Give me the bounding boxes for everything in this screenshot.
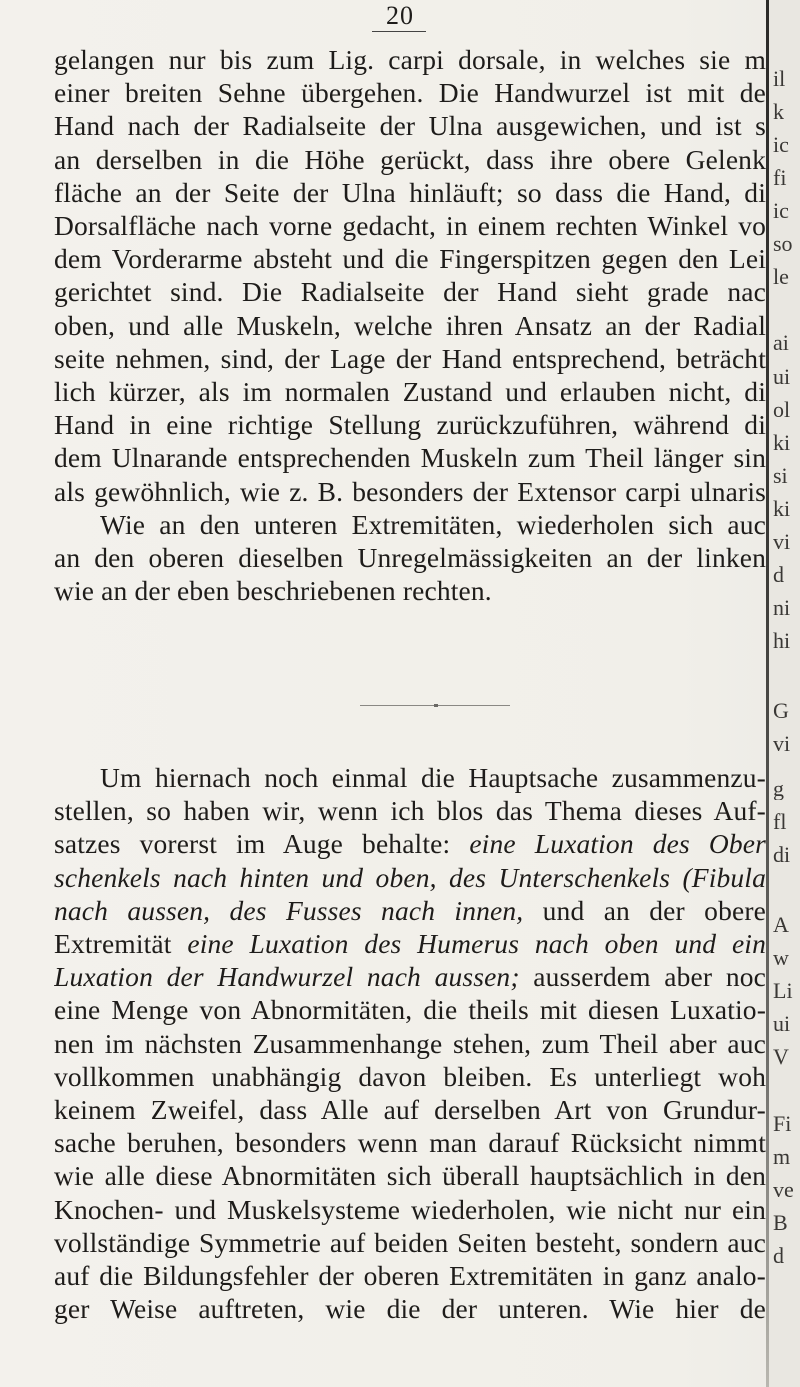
adjacent-page-fragment: ic	[773, 134, 789, 156]
text-line: ger Weise auftreten, wie die der unteren. Wie hier de	[54, 1293, 766, 1325]
text-line	[54, 827, 766, 860]
emphasis-text: schenkels nach hinten und oben, des Unterschenkels (Fibula	[54, 861, 766, 893]
emphasis-text: nach aussen, des Fusses nach innen,	[54, 894, 524, 926]
adjacent-page-fragment: Fi	[773, 1113, 792, 1135]
text-line: sache beruhen, besonders wenn man darauf Rücksicht nimmt	[54, 1127, 766, 1159]
adjacent-page-fragment: ol	[773, 399, 791, 421]
adjacent-page-fragment: m	[773, 1146, 791, 1168]
text-line	[54, 960, 766, 993]
text-line: an derselben in die Höhe gerückt, dass ihre obere Gelenk	[54, 143, 766, 175]
text-line: Hand in eine richtige Stellung zurückzuführen, während di	[54, 409, 766, 441]
text-line: Hand nach der Radialseite der Ulna ausgewichen, und ist s	[54, 110, 766, 142]
text-line: seite nehmen, sind, der Lage der Hand entsprechend, beträcht	[54, 342, 766, 374]
adjacent-page-fragment: ui	[773, 1013, 791, 1035]
adjacent-page-fragment: k	[773, 101, 784, 123]
adjacent-page-fragment: hi	[773, 630, 791, 652]
text-line: dem Ulnarande entsprechenden Muskeln zum Theil länger sin	[54, 442, 766, 474]
text-line: auf die Bildungsfehler der oberen Extremitäten in ganz analo-	[54, 1260, 766, 1292]
text-segment: und an der obere	[542, 894, 766, 926]
text-line: eine Menge von Abnormitäten, die theils mit diesen Luxatio-	[54, 994, 766, 1026]
text-line: keinem Zweifel, dass Alle auf derselben Art von Grundur-	[54, 1094, 766, 1126]
text-line: Um hiernach noch einmal die Hauptsache zusammenzu-	[100, 762, 766, 793]
text-line: vollkommen unabhängig davon bleiben. Es unterliegt woh	[54, 1060, 766, 1092]
adjacent-page-fragment: ai	[773, 332, 789, 354]
text-segment: ausserdem aber noc	[533, 961, 766, 993]
text-line	[54, 927, 766, 960]
page-number-underline	[372, 31, 426, 32]
adjacent-page-fragment: ui	[773, 366, 791, 388]
adjacent-page-fragment: V	[773, 1046, 789, 1068]
adjacent-page-fragment: G	[773, 700, 789, 722]
text-line: wie an der eben beschriebenen rechten.	[54, 575, 492, 607]
adjacent-page-fragment: ki	[773, 498, 791, 520]
adjacent-page-fragment: fl	[773, 811, 787, 833]
text-line: fläche an der Seite der Ulna hinläuft; so dass die Hand, di	[54, 176, 766, 208]
emphasis-text: eine Luxation des Humerus nach oben und ein	[187, 928, 766, 960]
text-segment: Extremität	[54, 928, 172, 960]
text-line: gerichtet sind. Die Radialseite der Hand sieht grade nac	[54, 276, 766, 308]
adjacent-page-fragment: di	[773, 844, 791, 866]
page-number: 20	[386, 1, 414, 30]
adjacent-page-fragment: so	[773, 233, 793, 255]
adjacent-page-fragment: si	[773, 465, 788, 487]
text-line: Wie an den unteren Extremitäten, wiederholen sich auc	[100, 508, 766, 540]
text-segment: satzes vorerst im Auge behalte:	[54, 828, 451, 860]
text-line: Knochen- und Muskelsysteme wiederholen, wie nicht nur ein	[54, 1193, 766, 1225]
adjacent-page-fragment: g	[773, 778, 784, 800]
adjacent-page-fragment: d	[773, 1245, 784, 1267]
adjacent-page-fragment: A	[773, 914, 789, 936]
text-line: dem Vorderarme absteht und die Fingerspitzen gegen den Lei	[54, 243, 766, 275]
adjacent-page-fragment: ic	[773, 200, 789, 222]
adjacent-page-fragment: vi	[773, 531, 791, 553]
adjacent-page-fragment: il	[773, 68, 786, 90]
text-line: als gewöhnlich, wie z. B. besonders der Extensor carpi ulnaris	[54, 475, 766, 507]
text-line	[54, 894, 766, 927]
emphasis-text: Luxation der Handwurzel nach aussen;	[54, 961, 520, 993]
adjacent-page-fragment: fi	[773, 167, 787, 189]
text-line	[54, 861, 766, 894]
text-line: an den oberen dieselben Unregelmässigkeiten an der linken	[54, 542, 766, 574]
text-line: wie alle diese Abnormitäten sich überall hauptsächlich in den	[54, 1160, 766, 1192]
text-line: stellen, so haben wir, wenn ich blos das Thema dieses Auf-	[54, 795, 766, 827]
text-line: vollständige Symmetrie auf beiden Seiten besteht, sondern auc	[54, 1226, 766, 1258]
adjacent-page-fragment: d	[773, 564, 784, 586]
text-line: lich kürzer, als im normalen Zustand und erlauben nicht, di	[54, 376, 766, 408]
adjacent-page-fragment: ve	[773, 1179, 794, 1201]
text-block-lower	[54, 761, 766, 1325]
text-line: oben, und alle Muskeln, welche ihren Ansatz an der Radial	[54, 309, 766, 341]
adjacent-page-fragment: le	[773, 266, 789, 288]
adjacent-page-fragment: ki	[773, 432, 791, 454]
section-divider	[360, 705, 510, 706]
text-line: nen im nächsten Zusammenhange stehen, zum Theil aber auc	[54, 1027, 766, 1059]
adjacent-page-fragment: Li	[773, 980, 793, 1002]
adjacent-page-fragment: vi	[773, 733, 791, 755]
adjacent-page-fragment: B	[773, 1212, 788, 1234]
adjacent-page-fragment: ni	[773, 597, 791, 619]
adjacent-page-fragment: w	[773, 947, 789, 969]
text-block-upper	[54, 43, 766, 607]
text-line: Dorsalfläche nach vorne gedacht, in einem rechten Winkel vo	[54, 210, 766, 242]
text-line: gelangen nur bis zum Lig. carpi dorsale, in welches sie m	[54, 44, 766, 75]
emphasis-text: eine Luxation des Ober	[469, 828, 766, 860]
text-line: einer breiten Sehne übergehen. Die Handwurzel ist mit de	[54, 77, 766, 109]
